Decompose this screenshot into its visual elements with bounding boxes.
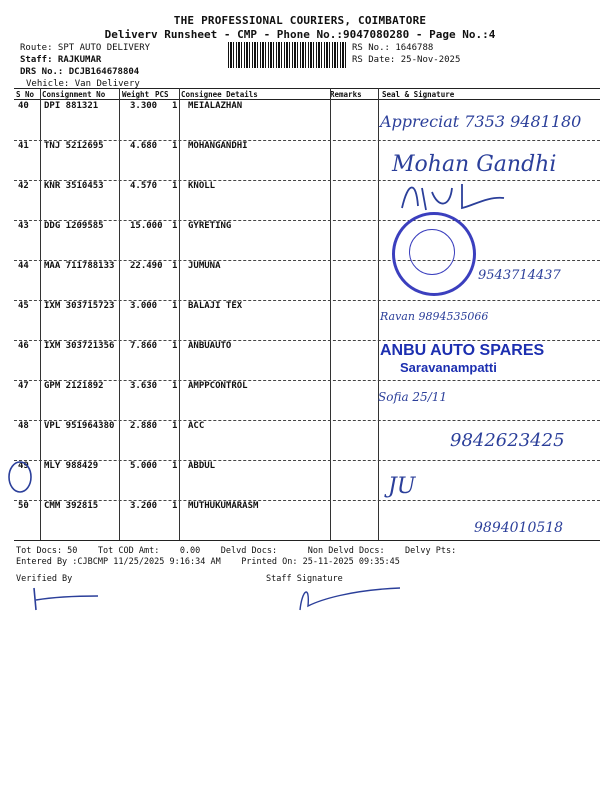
col-consignee: Consignee Details (181, 90, 258, 99)
col-seal: Seal & Signature (382, 90, 455, 99)
cell-consignee: JUMUNA (188, 261, 221, 271)
cell-sno: 42 (18, 181, 29, 191)
staff-label: Staff: RAJKUMAR (20, 55, 102, 65)
cell-weight: 5.000 (130, 461, 158, 471)
cell-weight: 3.000 (130, 301, 158, 311)
delvd-docs: Delvd Docs: (220, 546, 278, 556)
signature-r42 (392, 178, 532, 218)
anbu-stamp (380, 342, 590, 375)
stamp-name: ANBU AUTO SPARES (380, 342, 545, 359)
table-row (14, 221, 600, 261)
delvy-pts: Delvy Pts: (405, 546, 457, 556)
cell-consignee: MUTHUKUMARASM (188, 501, 259, 511)
cell-sno: 50 (18, 501, 29, 511)
staff-signature (290, 580, 410, 614)
cell-consignee: ACC (188, 421, 205, 431)
cell-sno: 43 (18, 221, 29, 231)
vehicle-label: Vehicle: Van Delivery (26, 79, 140, 89)
cell-consignee: KNOLL (188, 181, 216, 191)
route-label: Route: SPT AUTO DELIVERY (20, 43, 151, 53)
printed-on: Printed On: 25-11-2025 09:35:45 (241, 557, 400, 567)
non-delvd-docs: Non Delvd Docs: (307, 546, 385, 556)
cell-consignee: ANBUAUTO (188, 341, 232, 351)
cell-consignment: IXM 303715723 (44, 301, 115, 311)
drs-number: DRS No.: DCJB164678804 (20, 67, 140, 77)
cell-consignment: VPL 951964380 (44, 421, 115, 431)
seal-center (409, 229, 455, 275)
header-rule (14, 99, 600, 100)
tot-cod-value: 0.00 (179, 546, 201, 556)
col-pcs: PCS (155, 90, 169, 99)
cell-sno: 45 (18, 301, 29, 311)
cell-weight: 3.300 (130, 101, 158, 111)
staff-signature-label: Staff Signature (266, 574, 343, 584)
verifier-signature (28, 584, 108, 614)
cell-pcs: 1 (172, 381, 178, 391)
company-title: THE PROFESSIONAL COURIERS, COIMBATORE (173, 14, 427, 27)
handwritten-r47: Sofia 25/11 (378, 390, 447, 404)
col-weight: Weight (122, 90, 150, 99)
tot-cod-label: Tot COD Amt: (97, 546, 160, 556)
rs-number: RS No.: 1646788 (352, 43, 434, 53)
cell-sno: 49 (18, 461, 29, 471)
handwritten-r48: 9842623425 (450, 430, 565, 451)
cell-consignment: DPI 881321 (44, 101, 99, 111)
cell-weight: 4.570 (130, 181, 158, 191)
col-remarks: Remarks (330, 90, 362, 99)
cell-pcs: 1 (172, 141, 178, 151)
entered-by: Entered By :CJBCMP 11/25/2025 9:16:34 AM (16, 557, 221, 567)
cell-pcs: 1 (172, 341, 178, 351)
cell-sno: 46 (18, 341, 29, 351)
rs-date: RS Date: 25-Nov-2025 (352, 55, 461, 65)
cell-sno: 48 (18, 421, 29, 431)
handwritten-r44: 9543714437 (478, 268, 561, 283)
cell-consignee: AMPPCONTROL (188, 381, 248, 391)
cell-pcs: 1 (172, 181, 178, 191)
cell-weight: 15.000 (130, 221, 163, 231)
cell-pcs: 1 (172, 101, 178, 111)
handwritten-r41: Mohan Gandhi (392, 152, 557, 177)
cell-consignment: MAA 711788133 (44, 261, 115, 271)
route-meta (20, 42, 150, 90)
cell-sno: 47 (18, 381, 29, 391)
cell-pcs: 1 (172, 261, 178, 271)
barcode (228, 42, 348, 68)
table-bottom-rule (14, 540, 600, 541)
cell-weight: 2.880 (130, 421, 158, 431)
cell-consignment: DDG 1209585 (44, 221, 104, 231)
associates-seal (392, 212, 476, 296)
table-row (14, 381, 600, 421)
handwritten-r40: Appreciat 7353 9481180 (380, 112, 582, 131)
cell-sno: 44 (18, 261, 29, 271)
cell-pcs: 1 (172, 301, 178, 311)
verified-by-label: Verified By (16, 574, 73, 584)
col-consignment: Consignment No (42, 90, 106, 99)
table-row (14, 461, 600, 501)
cell-pcs: 1 (172, 421, 178, 431)
cell-weight: 3.200 (130, 501, 158, 511)
stamp-place: Saravanampatti (400, 360, 497, 375)
cell-sno: 40 (18, 101, 29, 111)
runsheet-subtitle: Deliverv Runsheet - CMP - Phone No.:9047080280 - Page No.:4 (104, 28, 496, 41)
cell-sno: 41 (18, 141, 29, 151)
cell-consignee: MEIALAZHAN (188, 101, 243, 111)
cell-weight: 4.680 (130, 141, 158, 151)
cell-consignee: BALAJI TEX (188, 301, 243, 311)
cell-consignment: TNJ 5212695 (44, 141, 104, 151)
handwritten-r45: Ravan 9894535066 (380, 310, 489, 323)
cell-weight: 7.860 (130, 341, 158, 351)
handwritten-r50: 9894010518 (474, 520, 564, 536)
col-sno: S No (16, 90, 35, 99)
circle-mark (6, 460, 34, 494)
cell-consignee: MOHANGANDHI (188, 141, 248, 151)
cell-consignee: GYRETING (188, 221, 232, 231)
cell-consignment: KNR 3510453 (44, 181, 104, 191)
cell-weight: 22.490 (130, 261, 163, 271)
rs-meta (352, 42, 460, 66)
cell-consignee: ABDUL (188, 461, 216, 471)
cell-consignment: IXM 303721356 (44, 341, 115, 351)
table-top-rule (14, 88, 600, 89)
table-row (14, 301, 600, 341)
cell-consignment: GPM 2121892 (44, 381, 104, 391)
totals-line (16, 546, 456, 556)
cell-consignment: CMM 392815 (44, 501, 99, 511)
entry-line (16, 557, 400, 567)
cell-consignment: MLY 988429 (44, 461, 99, 471)
cell-pcs: 1 (172, 461, 178, 471)
cell-weight: 3.630 (130, 381, 158, 391)
tot-docs: Tot Docs: 50 (16, 546, 78, 556)
handwritten-r49: JU (388, 474, 416, 499)
cell-pcs: 1 (172, 501, 178, 511)
cell-pcs: 1 (172, 221, 178, 231)
